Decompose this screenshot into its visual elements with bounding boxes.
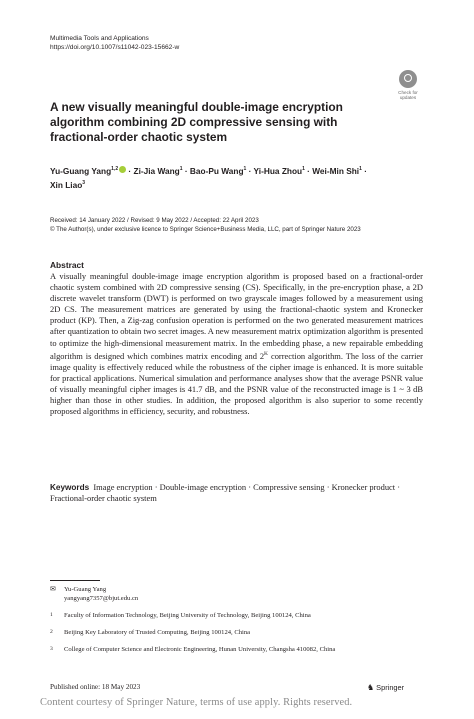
author-name[interactable]: Bao-Pu Wang — [189, 165, 244, 176]
author-separator: · — [246, 165, 254, 176]
author-name[interactable]: Wei-Min Shi — [312, 165, 360, 176]
affiliation-text: College of Computer Science and Electronic Engineering, Hunan University, Changsha 410082, China — [64, 646, 336, 653]
correspondence — [50, 585, 410, 603]
published-date: Published online: 18 May 2023 — [50, 683, 141, 691]
correspondence-name: Yu-Guang Yang — [64, 586, 107, 593]
author-affiliation: 1 — [179, 166, 183, 172]
author-affiliation: 1,2 — [111, 166, 119, 172]
author-separator: · — [304, 165, 313, 176]
author-name[interactable]: Yi-Hua Zhou — [253, 165, 303, 176]
keywords-heading: Keywords — [50, 483, 90, 492]
envelope-icon: ✉ — [50, 585, 56, 593]
abstract-heading: Abstract — [50, 260, 84, 270]
abstract-superscript: K — [264, 350, 269, 357]
affiliation-number: 1 — [50, 612, 53, 618]
check-for-updates-label: Check for updates — [398, 90, 418, 101]
publisher-logo[interactable] — [367, 683, 404, 692]
footnotes — [50, 585, 410, 654]
affiliation-item — [50, 645, 410, 654]
article-dates — [50, 216, 430, 234]
author-list — [50, 163, 420, 191]
abstract-text — [50, 271, 423, 417]
affiliation-number: 3 — [50, 646, 53, 652]
abstract-text-part2: correction algorithm. The loss of the carrier image quality is effectively reduced while the robustness of the cipher image is enhanced. It is more suitable for practical applications. Numerical simulation and performance analyses show that the average PSNR value of visually meaningful cipher images is 41.7 dB, and the PSNR value of the reconstructed image is 1 ~ 3 dB higher than those in other studies. In addition, the proposed algorithm is also superior to some recently proposed algorithms in efficiency, security, and robustness. — [50, 350, 423, 416]
doi-link[interactable]: https://doi.org/10.1007/s11042-023-15662-w — [50, 44, 180, 51]
author-affiliation: 3 — [82, 179, 86, 186]
affiliation-item — [50, 628, 410, 637]
author-affiliation: 1 — [302, 166, 305, 172]
author-name[interactable]: Zi-Jia Wang — [133, 165, 180, 176]
author-separator: · — [361, 165, 367, 176]
author-separator: · — [182, 165, 190, 176]
publisher-name: Springer — [376, 683, 405, 692]
author-separator: · — [126, 165, 134, 176]
courtesy-notice: Content courtesy of Springer Nature, terms of use apply. Rights reserved. — [40, 697, 353, 708]
journal-header — [50, 34, 179, 52]
copyright-line: © The Author(s), under exclusive licence to Springer Science+Business Media, LLC, part of Springer Nature 2023 — [50, 226, 361, 233]
keywords-text: Image encryption · Double-image encryption · Compressive sensing · Kronecker product · Fractional-order chaotic system — [50, 482, 401, 504]
journal-name: Multimedia Tools and Applications — [50, 35, 149, 42]
paper-title: A new visually meaningful double-image encryption algorithm combining 2D compressive sensing with fractional-order chaotic system — [50, 100, 343, 144]
author-affiliation: 1 — [243, 166, 247, 172]
affiliation-text: Beijing Key Laboratory of Trusted Computing, Beijing 100124, China — [64, 629, 251, 636]
correspondence-email[interactable]: yangyang7357@bjut.edu.cn — [64, 595, 139, 602]
affiliation-item — [50, 611, 410, 620]
abstract-text-part1: A visually meaningful double-image image encryption algorithm is proposed based on a fractional-order chaotic system combined with 2D compressive sensing (CS). Specifically, in the pre-encryption phase, a 2D discrete wavelet transform (DWT) is performed on two grayscale images followed by a measurement using 2D CS. The measurement matrices are generated by using the fractional-chaotic system and Kronecker product (KP). Then, a Zig-zag confusion operation is performed on the two generated measurement matrices after quantization to obtain two secret images. A new measurement matrix optimization algorithm is presented to optimize the high-dimensional measurement matrix. In the embedding phase, a new repairable embedding algorithm is designed which combines matrix encoding and 2 — [50, 271, 423, 361]
author-affiliation: 1 — [359, 166, 362, 172]
springer-horse-icon: ♞ — [367, 683, 375, 692]
check-for-updates-icon — [399, 70, 417, 88]
history-dates: Received: 14 January 2022 / Revised: 9 May 2022 / Accepted: 22 April 2023 — [50, 217, 259, 224]
check-for-updates-badge[interactable] — [392, 70, 424, 103]
affiliation-text: Faculty of Information Technology, Beijing University of Technology, Beijing 100124, China — [64, 612, 311, 619]
keywords-section — [50, 482, 410, 504]
affiliation-number: 2 — [50, 629, 53, 635]
author-name[interactable]: Xin Liao — [50, 179, 83, 190]
author-name[interactable]: Yu-Guang Yang — [50, 165, 112, 176]
footnote-divider — [50, 580, 100, 581]
